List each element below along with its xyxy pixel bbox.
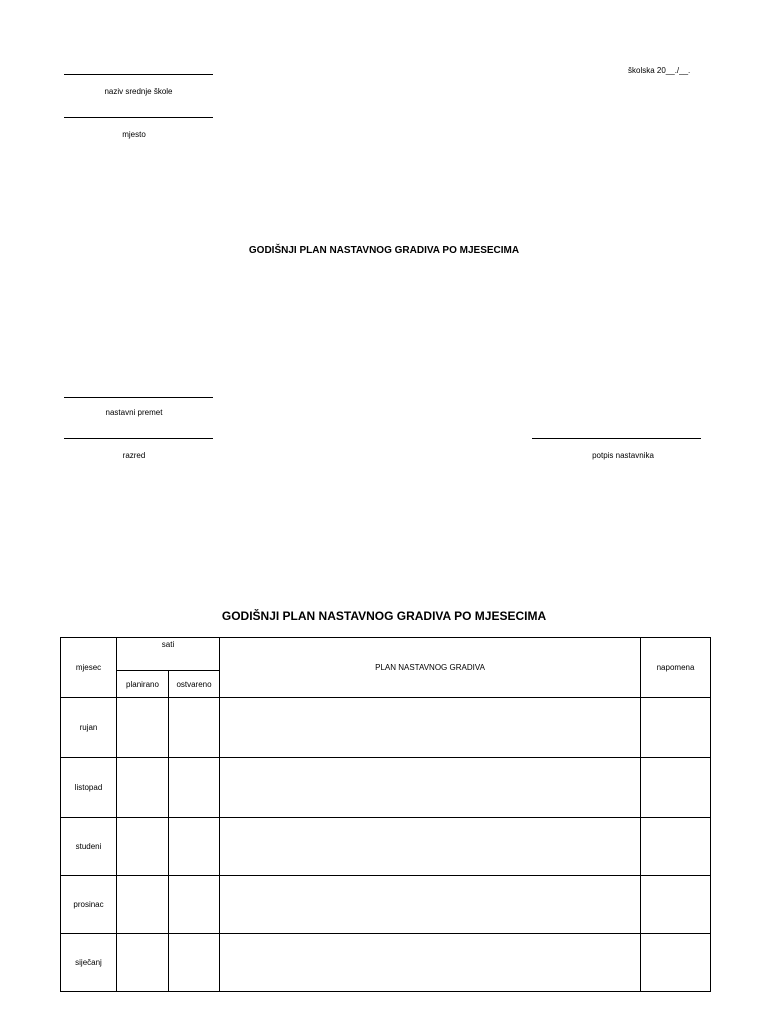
month-cell: prosinac xyxy=(61,876,117,934)
month-cell: listopad xyxy=(61,758,117,818)
plan-cell[interactable] xyxy=(220,876,641,934)
signature-label: potpis nastavnika xyxy=(592,451,654,460)
table-title: GODIŠNJI PLAN NASTAVNOG GRADIVA PO MJESECIMA xyxy=(221,609,547,623)
month-cell: rujan xyxy=(61,698,117,758)
realized-cell[interactable] xyxy=(169,758,220,818)
realized-cell[interactable] xyxy=(169,876,220,934)
school-name-line xyxy=(64,74,213,75)
realized-cell[interactable] xyxy=(169,698,220,758)
header-planned: planirano xyxy=(117,671,169,698)
signature-line xyxy=(532,438,701,439)
class-line xyxy=(64,438,213,439)
school-year: školska 20__./__. xyxy=(628,66,691,75)
place-label: mjesto xyxy=(122,130,146,139)
note-cell[interactable] xyxy=(641,698,711,758)
planned-cell[interactable] xyxy=(117,758,169,818)
planned-cell[interactable] xyxy=(117,934,169,992)
realized-cell[interactable] xyxy=(169,934,220,992)
planned-cell[interactable] xyxy=(117,876,169,934)
planned-cell[interactable] xyxy=(117,818,169,876)
plan-cell[interactable] xyxy=(220,934,641,992)
class-label: razred xyxy=(122,451,146,460)
place-line xyxy=(64,117,213,118)
header-month: mjesec xyxy=(61,638,117,698)
month-cell: siječanj xyxy=(61,934,117,992)
page-title: GODIŠNJI PLAN NASTAVNOG GRADIVA PO MJESECIMA xyxy=(248,245,520,256)
subject-line xyxy=(64,397,213,398)
subject-label: nastavni premet xyxy=(105,408,163,417)
header-realized: ostvareno xyxy=(169,671,220,698)
plan-cell[interactable] xyxy=(220,698,641,758)
plan-cell[interactable] xyxy=(220,818,641,876)
note-cell[interactable] xyxy=(641,934,711,992)
note-cell[interactable] xyxy=(641,758,711,818)
realized-cell[interactable] xyxy=(169,818,220,876)
table-row xyxy=(61,876,711,934)
header-plan: PLAN NASTAVNOG GRADIVA xyxy=(220,638,641,698)
header-hours: sati xyxy=(117,638,220,671)
month-cell: studeni xyxy=(61,818,117,876)
school-name-label: naziv srednje škole xyxy=(104,87,173,96)
header-note: napomena xyxy=(641,638,711,698)
table-row xyxy=(61,698,711,758)
table-row xyxy=(61,818,711,876)
table-row xyxy=(61,758,711,818)
note-cell[interactable] xyxy=(641,818,711,876)
plan-cell[interactable] xyxy=(220,758,641,818)
planned-cell[interactable] xyxy=(117,698,169,758)
table-row xyxy=(61,934,711,992)
note-cell[interactable] xyxy=(641,876,711,934)
plan-table xyxy=(60,637,711,992)
